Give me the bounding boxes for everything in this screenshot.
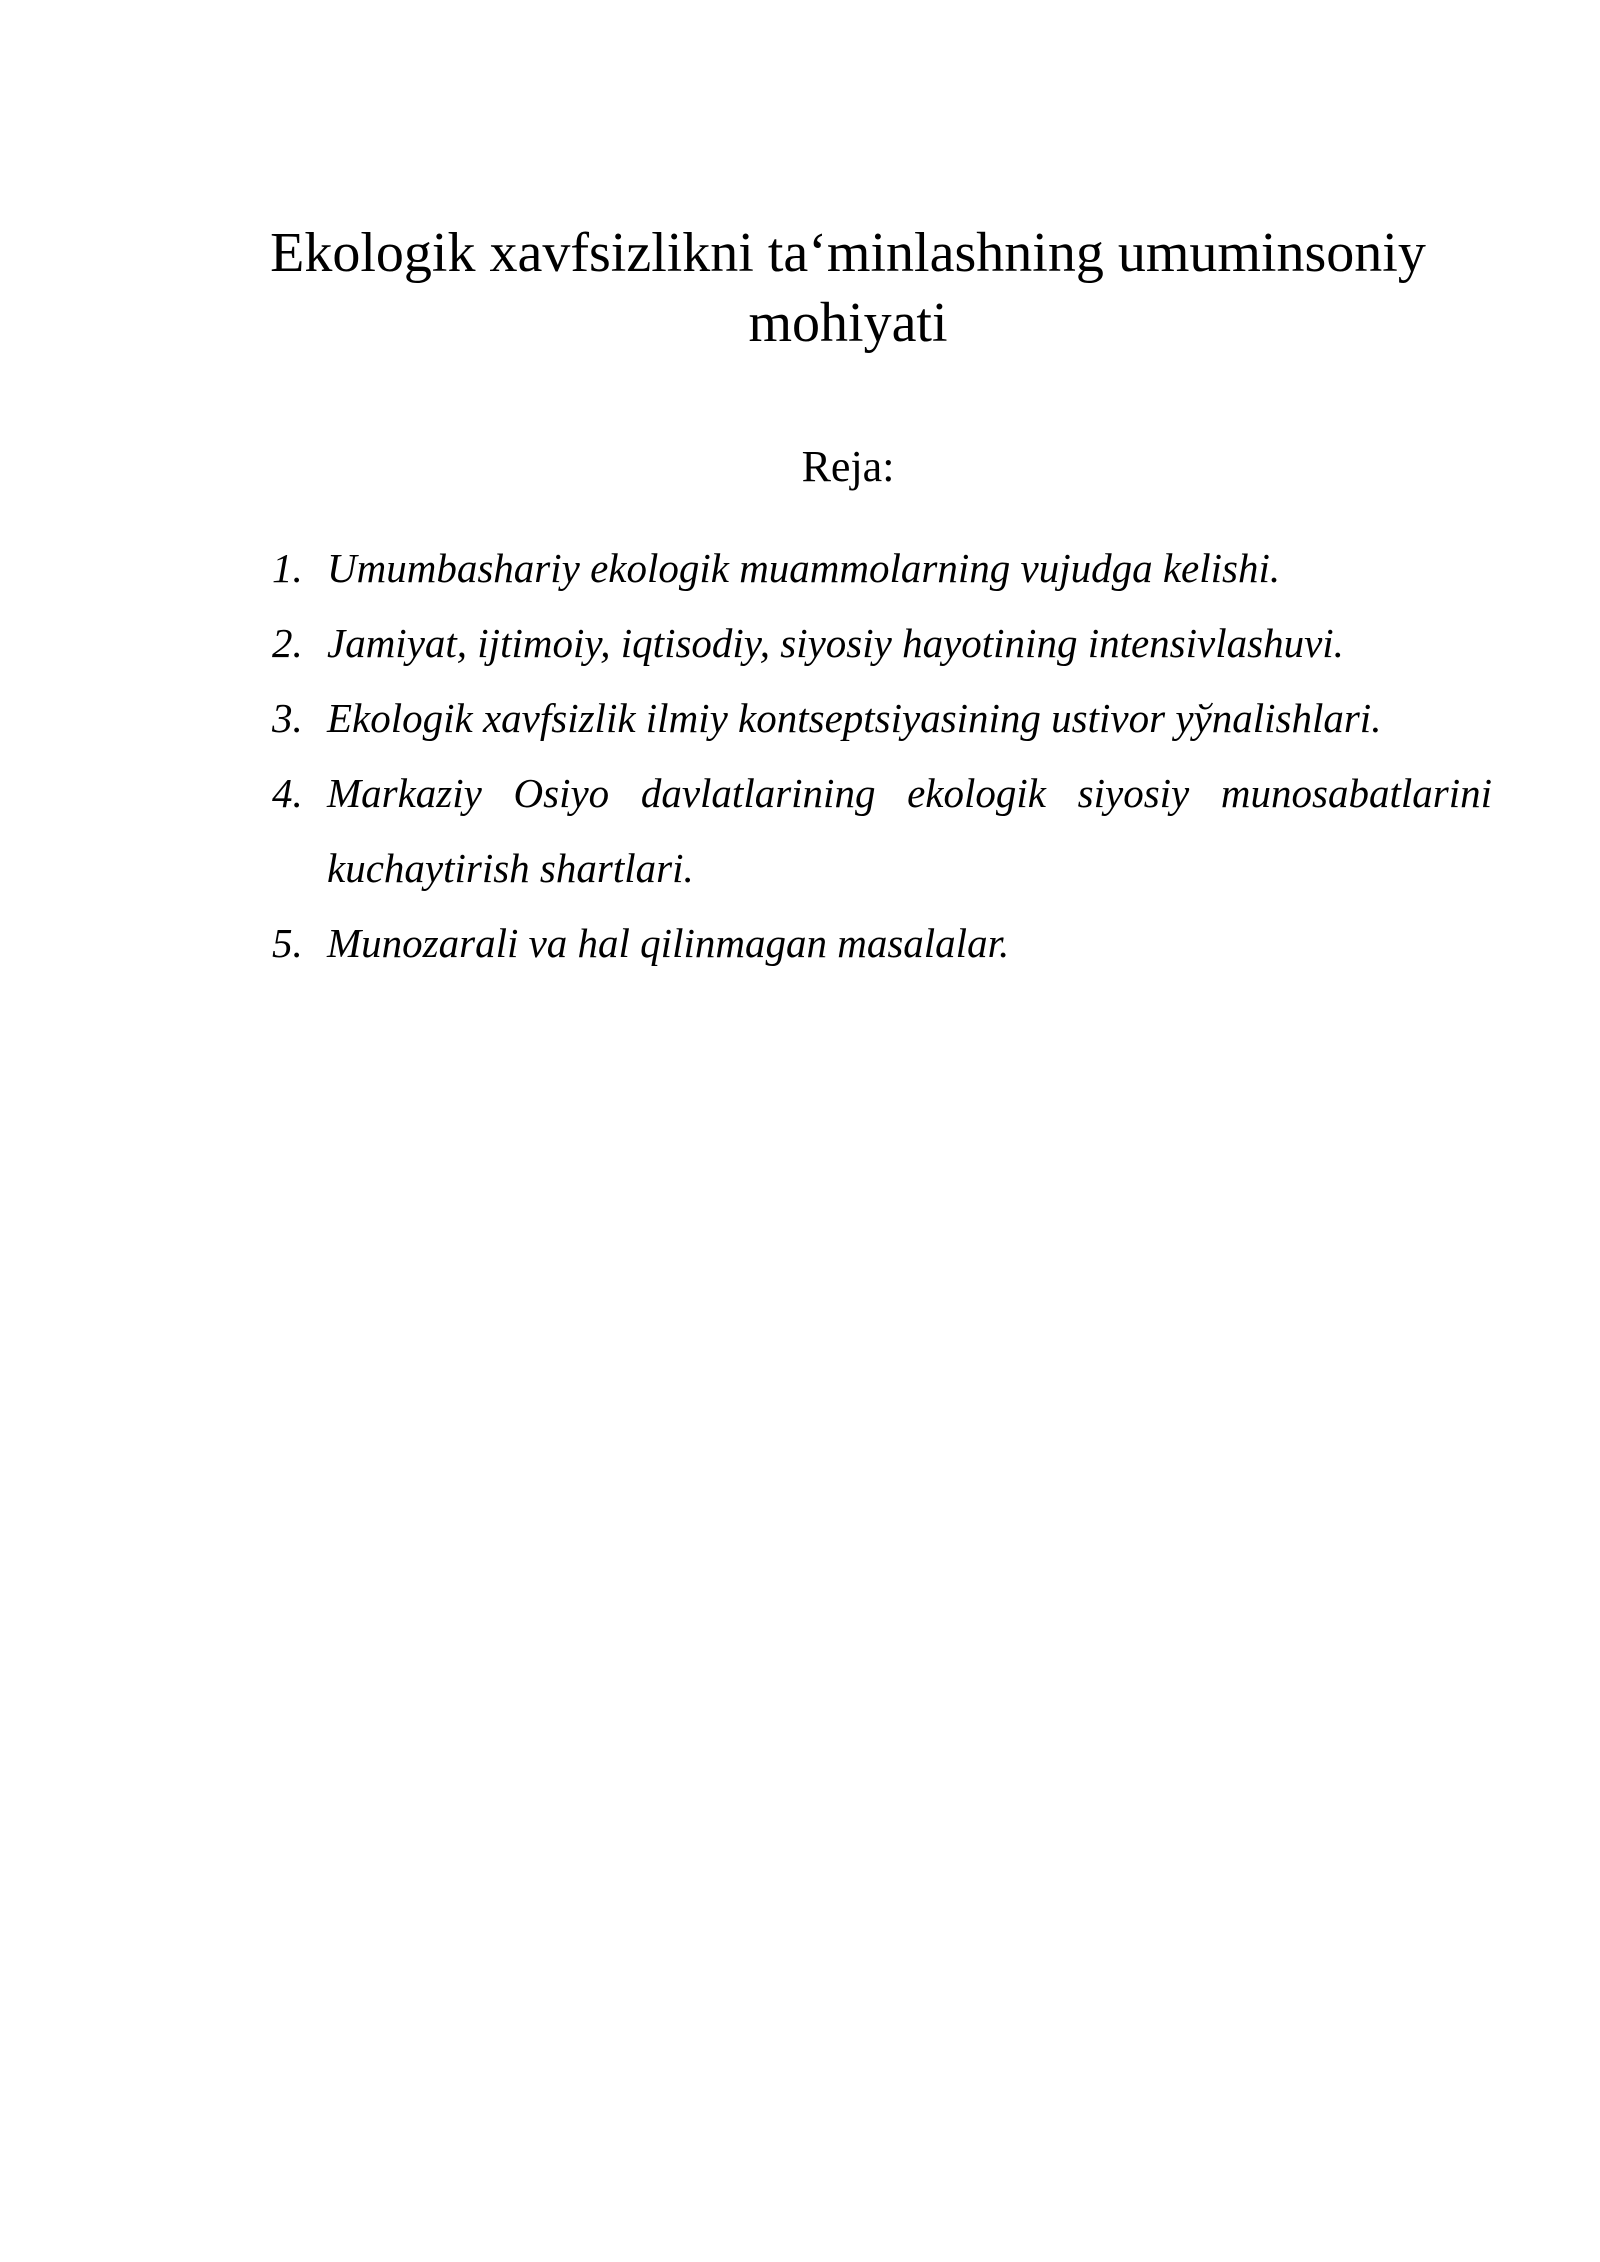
plan-item-text: Ekologik xavfsizlik ilmiy kontseptsiyasining ustivor yўnalishlari. — [327, 695, 1382, 741]
plan-item-text: Munozarali va hal qilinmagan masalalar. — [327, 920, 1010, 966]
plan-item-number: 1. — [272, 545, 303, 591]
plan-list — [272, 531, 1492, 981]
plan-item-number: 3. — [272, 695, 303, 741]
plan-item-1 — [272, 531, 1492, 606]
plan-item-text: Jamiyat, ijtimoiy, iqtisodiy, siyosiy hayotining intensivlashuvi. — [327, 620, 1344, 666]
plan-item-number: 5. — [272, 920, 303, 966]
plan-item-5 — [272, 906, 1492, 981]
page-title: Ekologik xavfsizlikni ta‘minlashning umuminsoniy mohiyati — [270, 222, 1426, 354]
plan-item-text: Umumbashariy ekologik muammolarning vujudga kelishi. — [327, 545, 1281, 591]
plan-item-text: Markaziy Osiyo davlatlarining ekologik siyosiy munosabatlarini kuchaytirish shartlari. — [327, 770, 1492, 891]
plan-item-3 — [272, 681, 1492, 756]
plan-heading: Reja: — [801, 442, 895, 491]
plan-item-number: 4. — [272, 770, 303, 816]
plan-item-2 — [272, 606, 1492, 681]
plan-item-4 — [272, 756, 1492, 906]
plan-item-number: 2. — [272, 620, 303, 666]
